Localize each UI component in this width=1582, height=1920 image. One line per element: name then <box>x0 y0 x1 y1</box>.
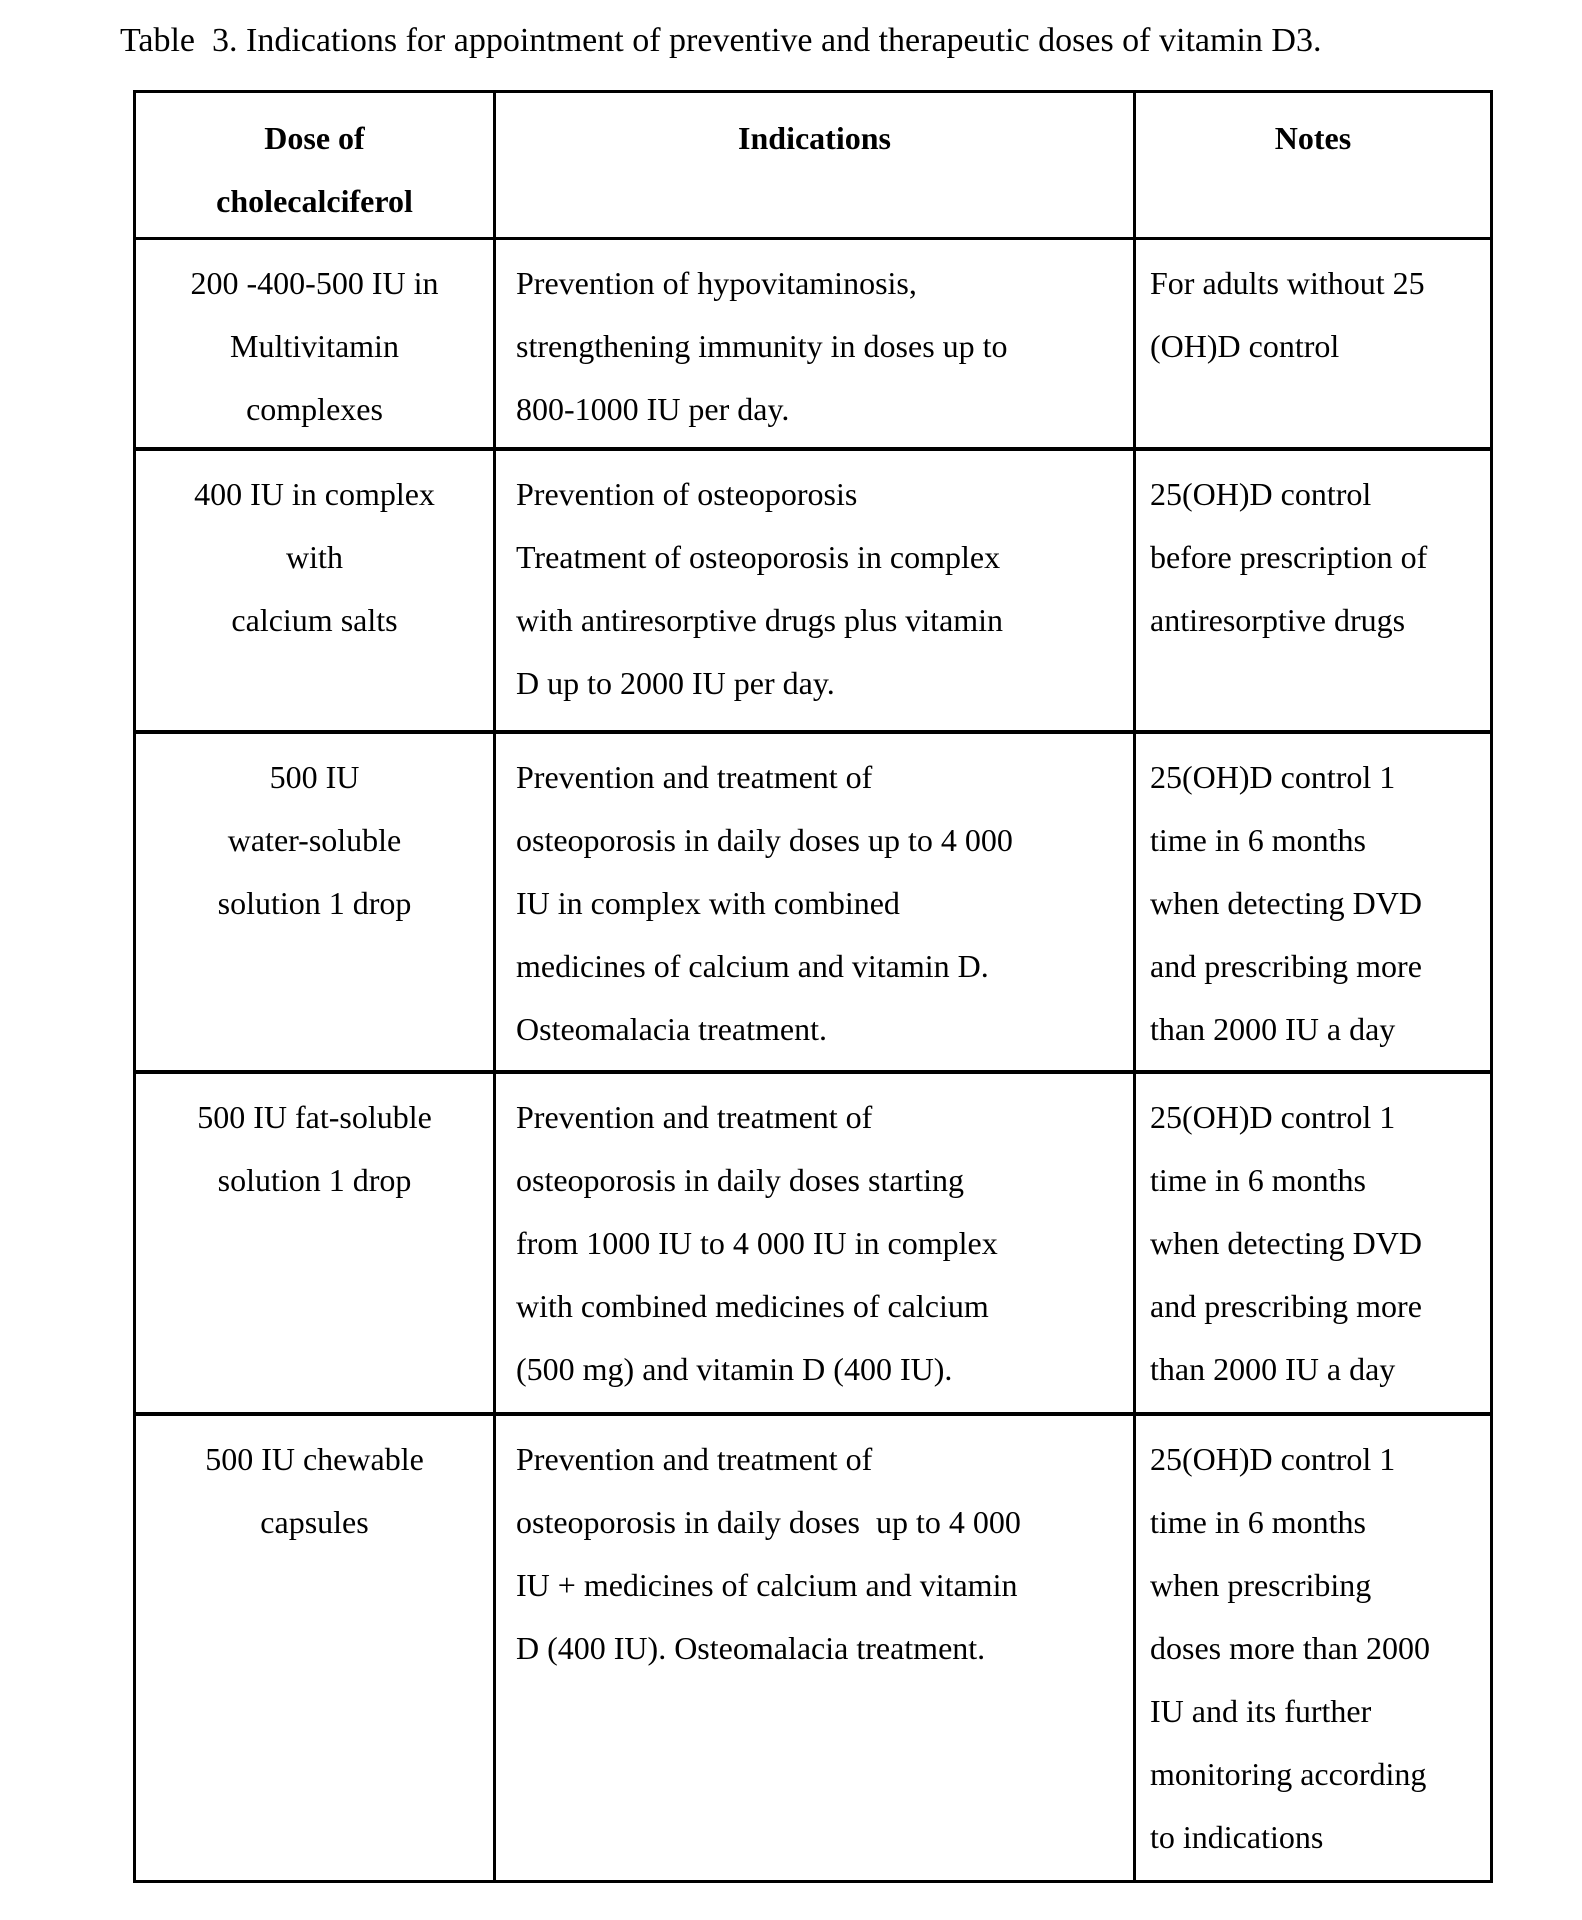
table-caption: Table 3. Indications for appointment of preventive and therapeutic doses of vitamin D3. <box>120 22 1322 59</box>
cell-notes: 25(OH)D control before prescription of antiresorptive drugs <box>1135 449 1492 732</box>
table-row <box>135 1414 1492 1882</box>
cell-notes: 25(OH)D control 1 time in 6 months when detecting DVD and prescribing more than 2000 IU a day <box>1135 1072 1492 1414</box>
table-row <box>135 449 1492 732</box>
header-dose-of-cholecalciferol: Dose of cholecalciferol <box>135 92 495 239</box>
cell-indications: Prevention and treatment of osteoporosis in daily doses up to 4 000 IU + medicines of calcium and vitamin D (400 IU). Osteomalacia treatment. <box>495 1414 1135 1882</box>
cell-dose: 500 IU water-soluble solution 1 drop <box>135 732 495 1072</box>
header-row <box>135 92 1492 239</box>
cell-indications: Prevention and treatment of osteoporosis in daily doses starting from 1000 IU to 4 000 IU in complex with combined medicines of calcium (500 mg) and vitamin D (400 IU). <box>495 1072 1135 1414</box>
cell-notes: 25(OH)D control 1 time in 6 months when prescribing doses more than 2000 IU and its further monitoring according to indications <box>1135 1414 1492 1882</box>
cell-dose: 200 -400-500 IU in Multivitamin complexes <box>135 239 495 449</box>
header-notes: Notes <box>1135 92 1492 239</box>
cell-indications: Prevention of osteoporosis Treatment of osteoporosis in complex with antiresorptive drugs plus vitamin D up to 2000 IU per day. <box>495 449 1135 732</box>
table-row <box>135 732 1492 1072</box>
header-indications: Indications <box>495 92 1135 239</box>
table-row <box>135 1072 1492 1414</box>
cell-dose: 500 IU fat-soluble solution 1 drop <box>135 1072 495 1414</box>
cell-dose: 400 IU in complex with calcium salts <box>135 449 495 732</box>
cell-notes: For adults without 25 (OH)D control <box>1135 239 1492 449</box>
table-row <box>135 239 1492 449</box>
cell-indications: Prevention and treatment of osteoporosis in daily doses up to 4 000 IU in complex with combined medicines of calcium and vitamin D. Osteomalacia treatment. <box>495 732 1135 1072</box>
cell-indications: Prevention of hypovitaminosis, strengthening immunity in doses up to 800-1000 IU per day. <box>495 239 1135 449</box>
cell-notes: 25(OH)D control 1 time in 6 months when detecting DVD and prescribing more than 2000 IU a day <box>1135 732 1492 1072</box>
vitamin-d3-dose-table <box>133 90 1493 1883</box>
cell-dose: 500 IU chewable capsules <box>135 1414 495 1882</box>
